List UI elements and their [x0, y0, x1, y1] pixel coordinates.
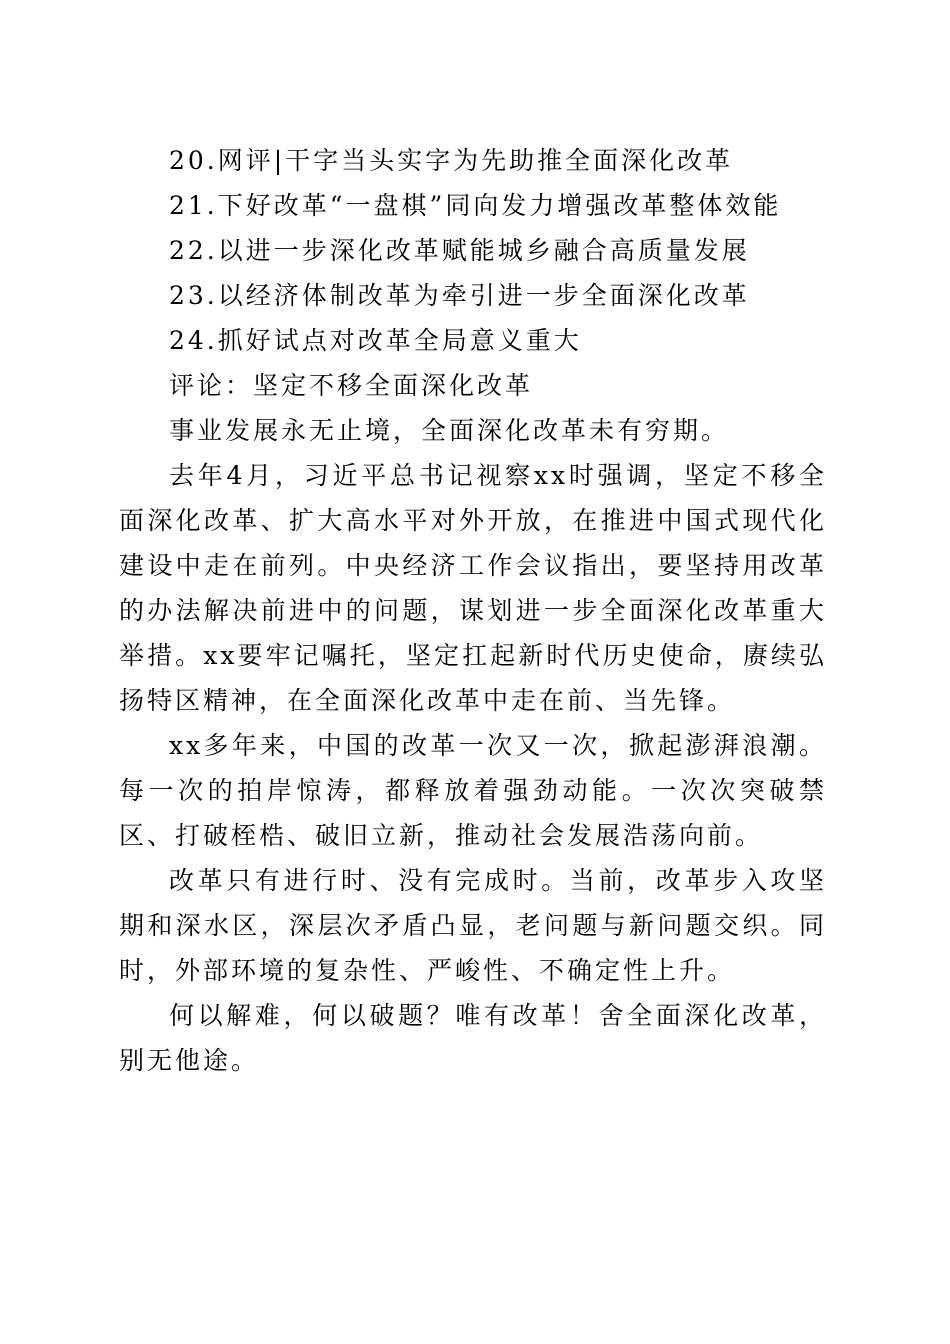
- paragraph: 事业发展永无止境，全面深化改革未有穷期。: [169, 416, 730, 445]
- section-title: 评论：坚定不移全面深化改革: [169, 371, 534, 400]
- paragraph: 何以解难，何以破题？唯有改革！舍全面深化改革，别无他途。: [119, 1001, 827, 1075]
- paragraph: xx多年来，中国的改革一次又一次，掀起澎湃浪潮。每一次的拍岸惊涛，都释放着强劲动能。一次次突破禁区、打破桎梏、破旧立新，推动社会发展浩荡向前。: [119, 731, 827, 850]
- list-item: 21.下好改革“一盘棋”同向发力增强改革整体效能: [169, 191, 782, 220]
- paragraph: 改革只有进行时、没有完成时。当前，改革步入攻坚期和深水区，深层次矛盾凸显，老问题与新问题交织。同时，外部环境的复杂性、严峻性、不确定性上升。: [119, 866, 827, 985]
- document-page: [119, 138, 827, 1083]
- list-item: 24.抓好试点对改革全局意义重大: [169, 326, 582, 355]
- paragraph: 去年4月，习近平总书记视察xx时强调，坚定不移全面深化改革、扩大高水平对外开放，在推进中国式现代化建设中走在前列。中央经济工作会议指出，要坚持用改革的办法解决前进中的问题，谋划进一步全面深化改革重大举措。xx要牢记嘱托，坚定扛起新时代历史使命，赓续弘扬特区精神，在全面深化改革中走在前、当先锋。: [119, 461, 827, 715]
- list-item: 22.以进一步深化改革赋能城乡融合高质量发展: [169, 236, 750, 265]
- list-item: 20.网评|干字当头实字为先助推全面深化改革: [169, 146, 734, 175]
- list-item: 23.以经济体制改革为牵引进一步全面深化改革: [169, 281, 750, 310]
